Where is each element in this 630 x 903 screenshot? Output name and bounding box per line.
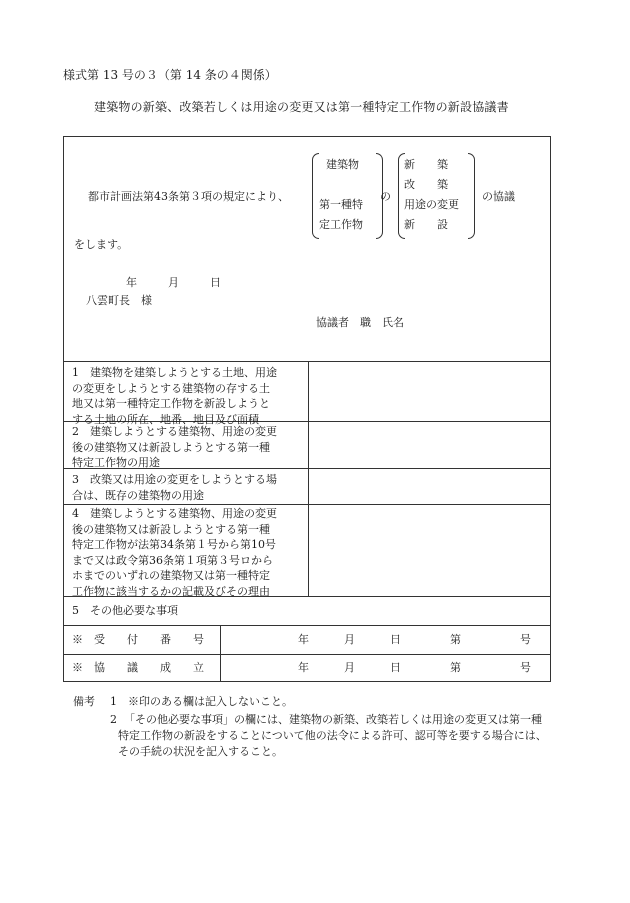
agreement-label: ※ 協 議 成 立 [72,661,204,674]
receipt-dai: 第 [450,633,461,646]
item-3-line-2: 合は、既存の建築物の用途 [72,488,204,502]
remark-2-line-1: 「その他必要な事項」の欄には、建築物の新築、改築若しくは用途の変更又は第一種 [124,713,542,726]
remark-1-number: 1 [110,695,117,708]
item-4-line-5: ホまでのいずれの建築物又は第一種特定 [72,569,270,582]
connector-no: の [380,190,391,203]
item-4 [72,506,277,599]
option-b-1: 新 築 [404,158,448,171]
remark-2-number: 2 [110,713,117,726]
receipt-number-label: ※ 受 付 番 号 [72,633,204,646]
item-5 [72,603,178,619]
agreement-day: 日 [390,661,401,674]
agreement-month: 月 [344,661,355,674]
item-2 [72,424,277,471]
option-a-1: 建築物 [326,158,359,171]
remark-1-text: ※印のある欄は記入しないこと。 [128,695,293,708]
receipt-month: 月 [344,633,355,646]
right-brace-b [468,153,475,239]
receipt-day: 日 [390,633,401,646]
item-2-line-2: 後の建築物又は新設しようとする第一種 [72,440,270,454]
option-a-2: 第一種特 [319,198,363,211]
item-3 [72,472,277,503]
column-divider [308,361,309,596]
option-b-3: 用途の変更 [404,198,459,211]
item-3-line-1: 3 改築又は用途の変更をしようとする場 [72,473,277,486]
divider-3 [64,504,550,505]
document-title: 建築物の新築、改築若しくは用途の変更又は第一種特定工作物の新設協議書 [94,100,509,114]
form-table [63,136,551,682]
item-1-line-4: する土地の所在、地番、地目及び面積 [72,412,259,426]
remark-2-line-2: 特定工作物の新設をすることについて他の法令による許可、認可等を要する場合には、 [118,729,547,742]
item-1-line-3: 地又は第一種特定工作物を新設しようと [72,397,270,410]
option-b-4: 新 設 [404,218,448,231]
item-2-line-1: 2 建築しようとする建築物、用途の変更 [72,425,277,438]
item-5-line-1: 5 その他必要な事項 [72,604,178,617]
date-day-label: 日 [210,276,221,289]
item-4-line-2: 後の建築物又は新設しようとする第一種 [72,522,270,536]
agreement-dai: 第 [450,661,461,674]
office-column-divider [220,625,221,681]
option-b-2: 改 築 [404,178,448,191]
item-1 [72,365,277,427]
receipt-year: 年 [298,633,309,646]
date-month-label: 月 [168,276,179,289]
agreement-year: 年 [298,661,309,674]
remarks-heading: 備考 [73,695,95,708]
declaration-tail: の協議 [482,190,515,203]
receipt-go: 号 [520,633,531,646]
divider-top [64,361,550,362]
remark-2-line-3: その手続の状況を記入すること。 [118,745,283,758]
divider-5 [64,625,550,626]
agreement-go: 号 [520,661,531,674]
item-1-line-1: 1 建築物を建築しようとする土地、用途 [72,366,277,379]
item-4-line-1: 4 建築しようとする建築物、用途の変更 [72,507,277,520]
form-number: 様式第 13 号の３（第 14 条の４関係） [63,68,277,82]
declaration-continuation: をします。 [74,238,129,251]
item-4-line-3: 特定工作物が法第34条第１号から第10号 [72,538,276,551]
applicant-line: 協議者 職 氏名 [316,316,404,329]
left-brace-a [312,153,319,239]
date-year-label: 年 [126,276,137,289]
divider-6 [64,654,550,655]
option-a-3: 定工作物 [319,218,363,231]
item-2-line-3: 特定工作物の用途 [72,456,160,469]
item-4-line-4: まで又は政令第36条第１項第３号ロから [72,553,273,567]
addressee: 八雲町長 様 [86,294,152,307]
item-1-line-2: の変更をしようとする建築物の存する土 [72,381,270,395]
declaration-lead: 都市計画法第43条第３項の規定により、 [88,190,289,203]
item-4-line-6: 工作物に該当するかの記載及びその理由 [72,584,270,598]
